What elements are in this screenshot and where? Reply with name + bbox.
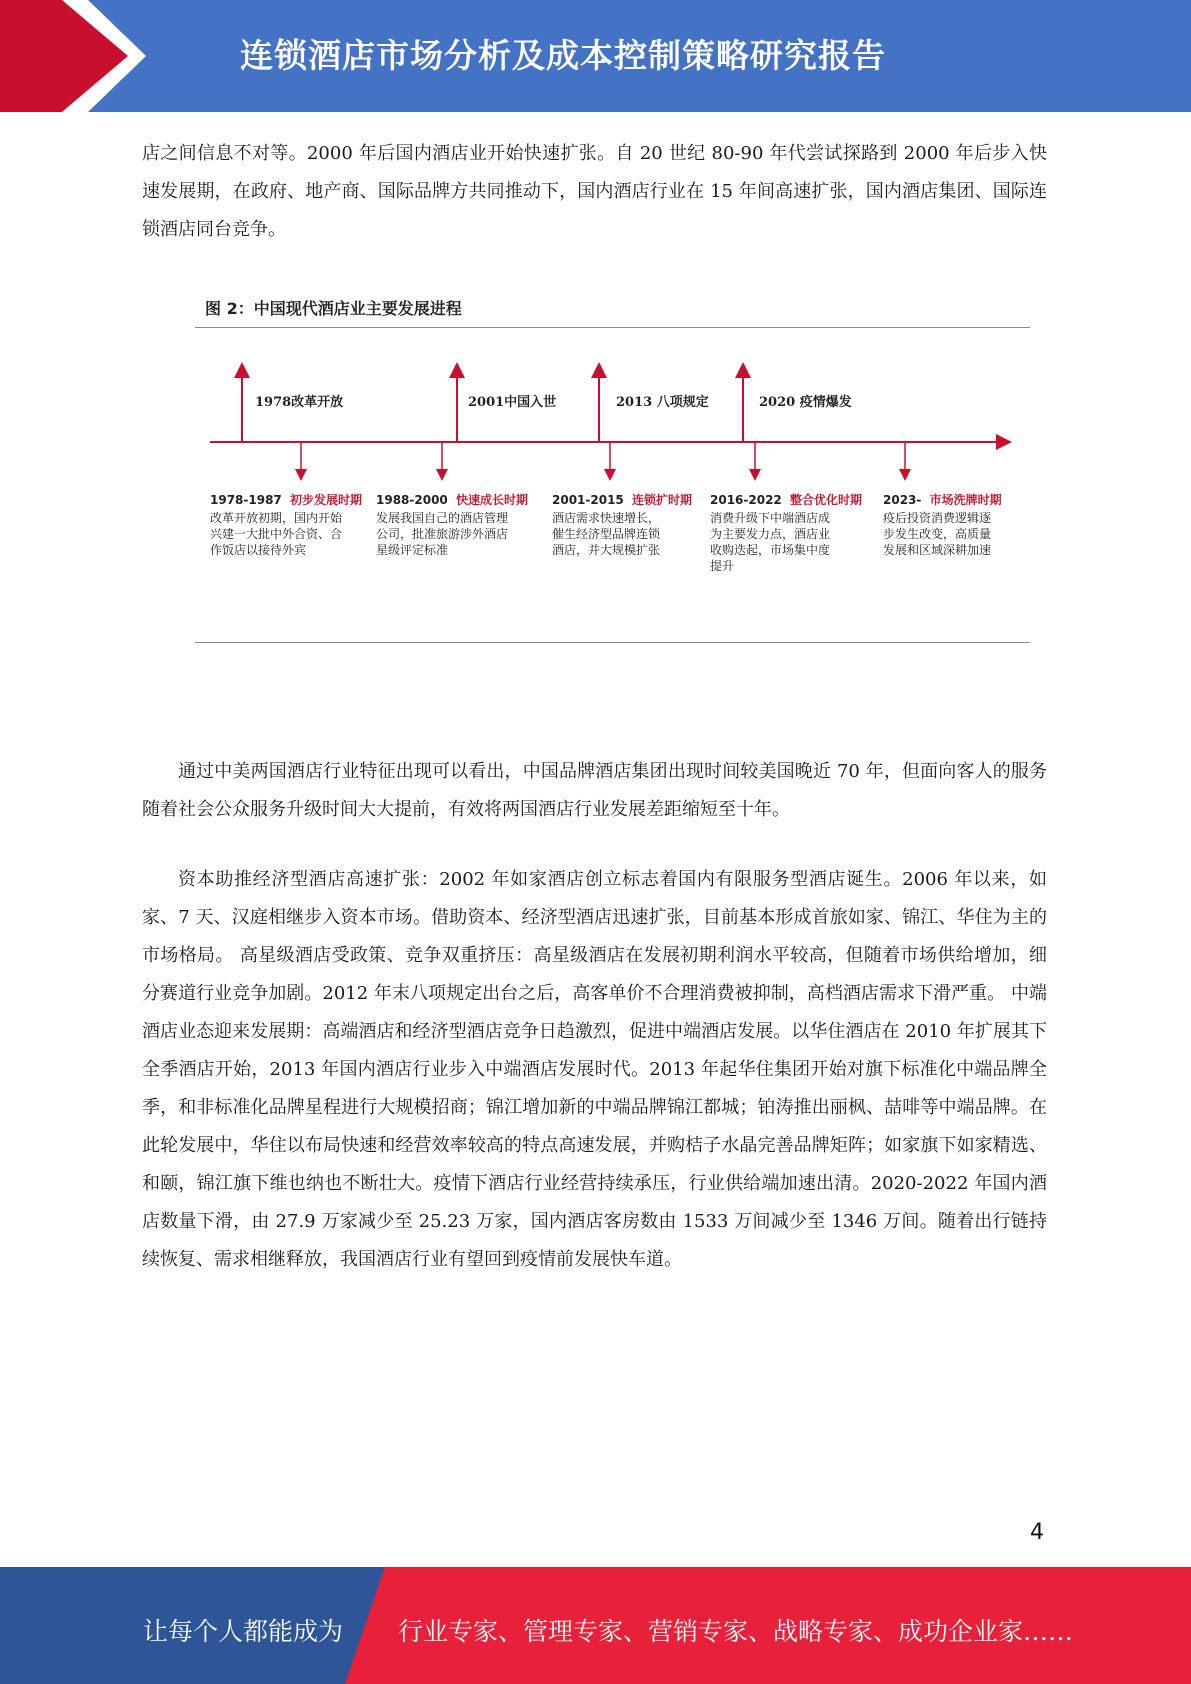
period-4-desc-4: 提升 xyxy=(710,559,735,573)
period-3-desc-3: 酒店，并大规模扩张 xyxy=(552,543,661,557)
svg-text:2023- 市场洗牌时期 xyxy=(883,492,1002,507)
timeline-figure xyxy=(180,272,1040,682)
period-2-years: 1988-2000 xyxy=(376,493,448,507)
period-4-desc-2: 为主要发力点，酒店业 xyxy=(710,527,831,541)
period-2-desc-2: 公司，批准旅游涉外酒店 xyxy=(376,527,509,541)
svg-text:2001-2015 连锁扩时期 xyxy=(552,492,692,507)
period-2-name: 快速成长时期 xyxy=(455,493,528,507)
period-1-years: 1978-1987 xyxy=(210,493,282,507)
header-band xyxy=(0,0,1191,112)
period-4-name: 整合优化时期 xyxy=(789,493,862,507)
body-paragraph-1: 店之间信息不对等。2000 年后国内酒店业开始快速扩张。自 20 世纪 80-90 年代尝试探路到 2000 年后步入快速发展期，在政府、地产商、国际品牌方共同推动下，国内酒店行业在 15 年间高速扩张，国内酒店集团、国际连锁酒店同台竞争。 xyxy=(142,143,1047,240)
period-3-desc-2: 催生经济型品牌连锁 xyxy=(552,527,661,541)
period-5-desc-2: 步发生改变，高质量 xyxy=(883,527,992,541)
svg-text:1978-1987 初步发展时期 xyxy=(210,492,362,507)
page-number: 4 xyxy=(1030,1520,1044,1545)
period-5-name: 市场洗牌时期 xyxy=(929,493,1002,507)
period-3-desc-1: 酒店需求快速增长， xyxy=(552,511,661,525)
header-arrow-logo xyxy=(0,0,160,112)
body-paragraph-2: 通过中美两国酒店行业特征出现可以看出，中国品牌酒店集团出现时间较美国晚近 70 年，但面向客人的服务随着社会公众服务升级时间大大提前，有效将两国酒店行业发展差距缩短至十年。 xyxy=(142,761,1047,820)
period-2-desc-3: 星级评定标准 xyxy=(376,543,449,557)
footer-slogan-left: 让每个人都能成为 xyxy=(143,1617,344,1646)
period-1-desc-2: 兴建一大批中外合资、合 xyxy=(210,527,343,541)
period-4-years: 2016-2022 xyxy=(710,493,782,507)
figure-top-rule xyxy=(195,327,1030,328)
period-1-desc-3: 作饭店以接待外宾 xyxy=(210,543,307,557)
timeline-diagram xyxy=(180,342,1040,682)
period-5-desc-3: 发展和区域深耕加速 xyxy=(883,543,992,557)
period-5-desc-1: 疫后投资消费逻辑逐 xyxy=(883,511,992,525)
period-4-desc-3: 收购迭起，市场集中度 xyxy=(710,543,831,557)
period-2-desc-1: 发展我国自己的酒店管理 xyxy=(376,511,509,525)
report-title: 连锁酒店市场分析及成本控制策略研究报告 xyxy=(240,36,886,75)
event-label-2001: 2001中国入世 xyxy=(468,395,557,410)
period-5-years: 2023- xyxy=(883,493,922,507)
svg-text:1988-2000 快速成长时期 xyxy=(376,492,528,507)
period-1-name: 初步发展时期 xyxy=(289,493,362,507)
footer-slogan-right: 行业专家、管理专家、营销专家、战略专家、成功企业家…… xyxy=(398,1617,1074,1646)
event-label-2013: 2013 八项规定 xyxy=(616,395,709,410)
svg-text:2016-2022 整合优化时期 xyxy=(710,492,862,507)
event-label-2020: 2020 疫情爆发 xyxy=(759,395,852,410)
body-paragraph-3: 资本助推经济型酒店高速扩张：2002 年如家酒店创立标志着国内有限服务型酒店诞生。2006 年以来，如家、7 天、汉庭相继步入资本市场。借助资本、经济型酒店迅速扩张，目前基本形成首旅如家、锦江、华住为主的市场格局。 高星级酒店受政策、竞争双重挤压：高星级酒店在发展初期利润水平较高，但随着市场供给增加，细分赛道行业竞争加剧。2012 年末八项规定出台之后，高客单价不合理消费被抑制，高档酒店需求下滑严重。 中端酒店业态迎来发展期：高端酒店和经济型酒店竞争日趋激烈，促进中端酒店发展。以华住酒店在 2010 年扩展其下全季酒店开始，2013 年国内酒店行业步入中端酒店发展时代。2013 年起华住集团开始对旗下标准化中端品牌全季，和非标准化品牌星程进行大规模招商；锦江增加新的中端品牌锦江都城；铂涛推出丽枫、喆啡等中端品牌。在此轮发展中，华住以布局快速和经营效率较高的特点高速发展，并购桔子水晶完善品牌矩阵；如家旗下如家精选、和颐，锦江旗下维也纳也不断壮大。疫情下酒店行业经营持续承压，行业供给端加速出清。2020-2022 年国内酒店数量下滑，由 27.9 万家减少至 25.23 万家，国内酒店客房数由 1533 万间减少至 1346 万间。随着出行链持续恢复、需求相继释放，我国酒店行业有望回到疫情前发展快车道。 xyxy=(142,869,1047,1270)
event-label-1978: 1978改革开放 xyxy=(255,395,344,410)
period-4-desc-1: 消费升级下中端酒店成 xyxy=(710,511,831,525)
period-1-desc-1: 改革开放初期，国内开始 xyxy=(210,511,343,525)
period-3-years: 2001-2015 xyxy=(552,493,624,507)
figure-caption: 图 2：中国现代酒店业主要发展进程 xyxy=(205,299,462,318)
figure-bottom-rule xyxy=(195,642,1030,643)
period-3-name: 连锁扩时期 xyxy=(631,493,692,507)
